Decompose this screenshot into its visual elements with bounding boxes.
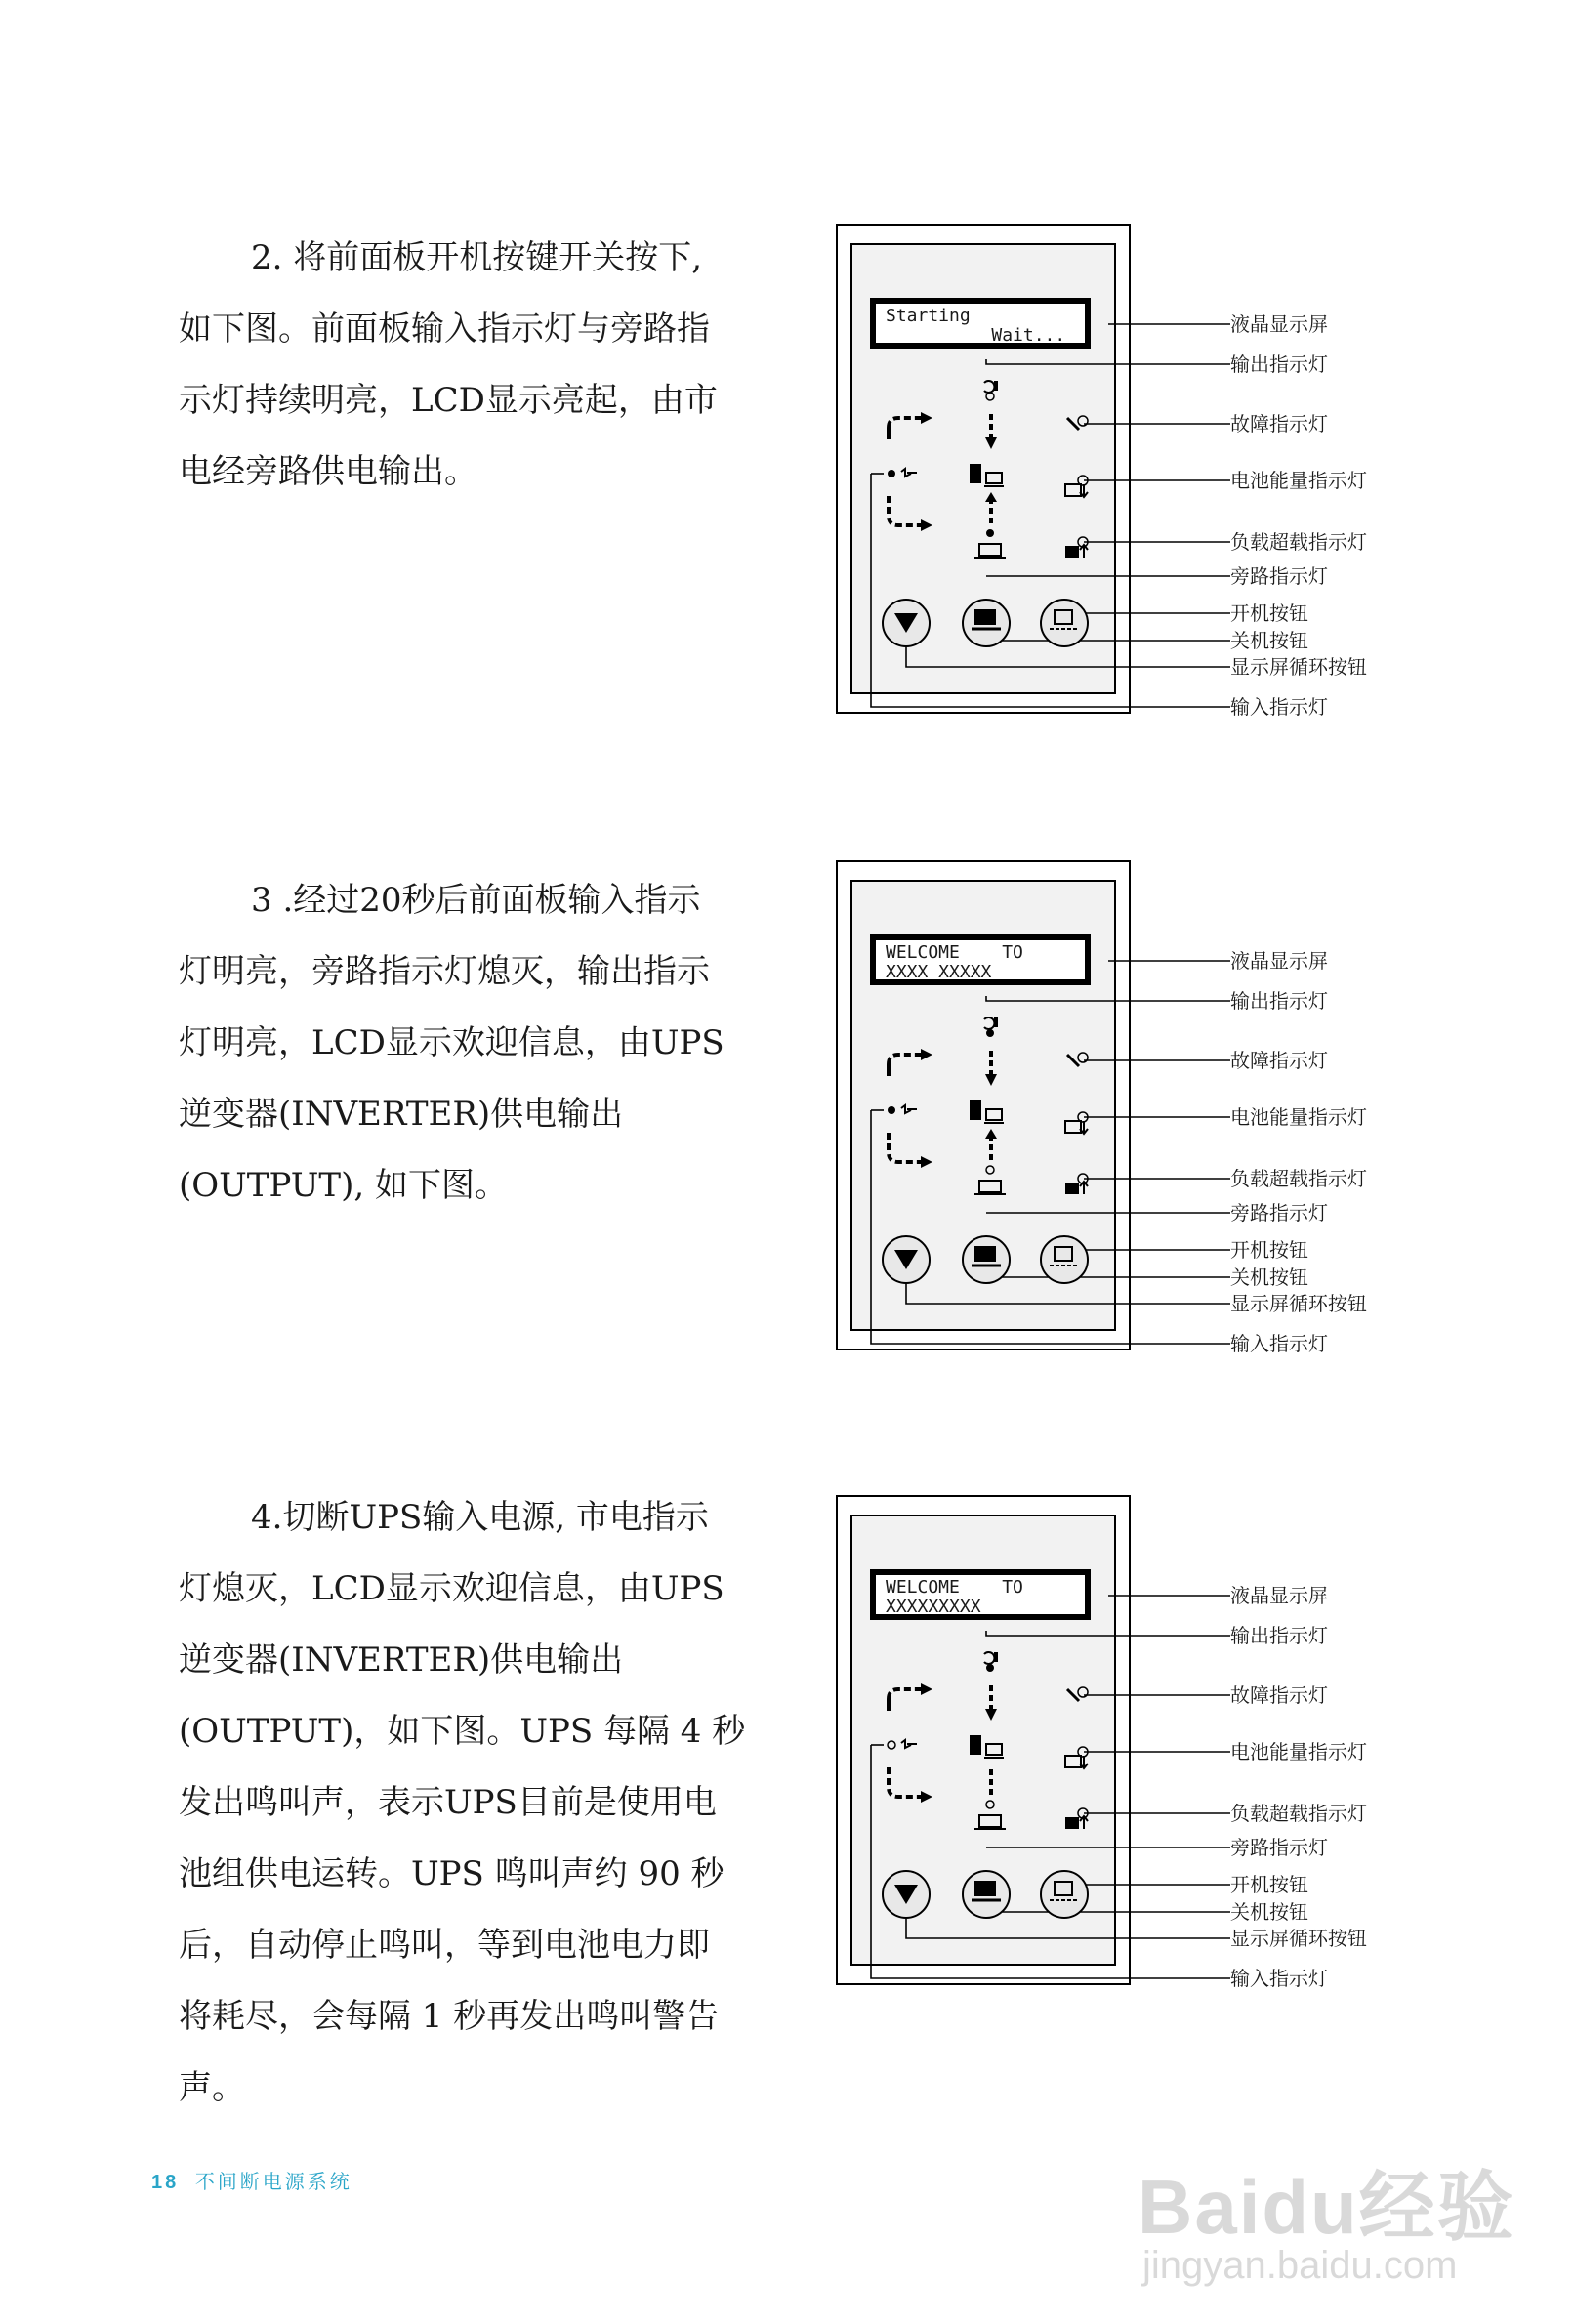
text-line: 将耗尽，会每隔 1 秒再发出鸣叫警告 — [179, 1997, 720, 2036]
callout-bypass-indicator: 旁路指示灯 — [1230, 1201, 1328, 1224]
callout-bypass-indicator: 旁路指示灯 — [1230, 1836, 1328, 1859]
book-title: 不间断电源系统 — [194, 2170, 352, 2193]
power-on-button[interactable] — [963, 1236, 1010, 1283]
callout-battery-indicator: 电池能量指示灯 — [1230, 1105, 1367, 1129]
page-number: 18 — [151, 2172, 180, 2193]
text-line: 逆变器(INVERTER)供电输出 — [179, 1640, 624, 1680]
callout-input-indicator: 输入指示灯 — [1230, 1332, 1328, 1355]
callout-power-off-button: 关机按钮 — [1230, 629, 1308, 652]
text-line: 灯明亮，旁路指示灯熄灭，输出指示 — [179, 952, 710, 991]
watermark — [1133, 2129, 1543, 2324]
text-line: 2. 将前面板开机按键开关按下, — [251, 238, 703, 277]
callout-power-off-button: 关机按钮 — [1230, 1900, 1308, 1924]
lcd-line-1: WELCOME TO — [886, 942, 1023, 963]
callout-fault-indicator: 故障指示灯 — [1230, 1049, 1328, 1072]
cycle-display-button[interactable] — [883, 1871, 930, 1918]
power-on-button[interactable] — [963, 600, 1010, 646]
callout-output-indicator: 输出指示灯 — [1230, 989, 1328, 1013]
lcd-screen — [870, 1569, 1091, 1620]
callout-lcd-screen: 液晶显示屏 — [1230, 1584, 1328, 1607]
power-on-button[interactable] — [963, 1871, 1010, 1918]
callout-overload-indicator: 负载超载指示灯 — [1230, 1802, 1367, 1825]
callout-battery-indicator: 电池能量指示灯 — [1230, 1740, 1367, 1764]
power-off-button[interactable] — [1041, 600, 1088, 646]
watermark-url: jingyan.baidu.com — [1142, 2244, 1458, 2287]
callout-bypass-indicator: 旁路指示灯 — [1230, 564, 1328, 588]
cycle-display-button[interactable] — [883, 600, 930, 646]
ups-panel-figure-1 — [835, 223, 1574, 740]
lcd-line-2: XXXXXXXXX — [886, 1597, 981, 1617]
text-line: 如下图。前面板输入指示灯与旁路指 — [179, 310, 710, 349]
callout-battery-indicator: 电池能量指示灯 — [1230, 469, 1367, 492]
power-off-button[interactable] — [1041, 1871, 1088, 1918]
callout-output-indicator: 输出指示灯 — [1230, 353, 1328, 376]
text-line: (OUTPUT), 如下图。 — [179, 1166, 508, 1205]
lcd-screen — [870, 298, 1091, 349]
power-off-button[interactable] — [1041, 1236, 1088, 1283]
callout-power-on-button: 开机按钮 — [1230, 1238, 1308, 1262]
lcd-screen — [870, 934, 1091, 985]
text-line: 声。 — [179, 2068, 245, 2107]
text-line: (OUTPUT)，如下图。UPS 每隔 4 秒 — [179, 1712, 746, 1751]
callout-overload-indicator: 负载超载指示灯 — [1230, 530, 1367, 554]
callout-cycle-display-button: 显示屏循环按钮 — [1230, 655, 1367, 679]
callout-input-indicator: 输入指示灯 — [1230, 695, 1328, 719]
cycle-display-button[interactable] — [883, 1236, 930, 1283]
text-line: 4.切断UPS输入电源, 市电指示 — [251, 1498, 709, 1537]
lcd-line-2: XXXX XXXXX — [886, 962, 992, 982]
callout-power-off-button: 关机按钮 — [1230, 1266, 1308, 1289]
lcd-line-1: WELCOME TO — [886, 1577, 1023, 1598]
ups-panel-figure-2 — [835, 859, 1574, 1377]
text-line: 池组供电运转。UPS 鸣叫声约 90 秒 — [179, 1854, 725, 1893]
text-line: 灯熄灭，LCD显示欢迎信息，由UPS — [179, 1569, 725, 1608]
callout-overload-indicator: 负载超载指示灯 — [1230, 1167, 1367, 1190]
text-line: 后，自动停止鸣叫，等到电池电力即 — [179, 1926, 710, 1965]
callout-cycle-display-button: 显示屏循环按钮 — [1230, 1292, 1367, 1315]
page-footer — [151, 2166, 352, 2194]
callout-power-on-button: 开机按钮 — [1230, 602, 1308, 625]
callout-fault-indicator: 故障指示灯 — [1230, 1683, 1328, 1707]
paragraph-step-2 — [179, 223, 718, 508]
callout-cycle-display-button: 显示屏循环按钮 — [1230, 1927, 1367, 1950]
callout-lcd-screen: 液晶显示屏 — [1230, 949, 1328, 973]
callout-input-indicator: 输入指示灯 — [1230, 1967, 1328, 1990]
lcd-line-1: Starting — [886, 306, 971, 326]
paragraph-step-4 — [179, 1482, 746, 2124]
callout-power-on-button: 开机按钮 — [1230, 1873, 1308, 1896]
text-line: 逆变器(INVERTER)供电输出 — [179, 1095, 624, 1134]
lcd-line-2: Wait... — [886, 325, 1066, 346]
callout-fault-indicator: 故障指示灯 — [1230, 412, 1328, 436]
paragraph-step-3 — [179, 865, 725, 1222]
ups-panel-figure-3 — [835, 1494, 1574, 2012]
watermark-brand: Baidu经验 — [1138, 2164, 1515, 2250]
text-line: 电经旁路供电输出。 — [179, 452, 477, 491]
text-line: 灯明亮，LCD显示欢迎信息，由UPS — [179, 1023, 725, 1062]
text-line: 示灯持续明亮，LCD显示亮起，由市 — [179, 381, 718, 420]
callout-lcd-screen: 液晶显示屏 — [1230, 312, 1328, 336]
callout-output-indicator: 输出指示灯 — [1230, 1624, 1328, 1647]
text-line: 3 .经过20秒后前面板输入指示 — [251, 881, 701, 920]
text-line: 发出鸣叫声，表示UPS目前是使用电 — [179, 1783, 717, 1822]
